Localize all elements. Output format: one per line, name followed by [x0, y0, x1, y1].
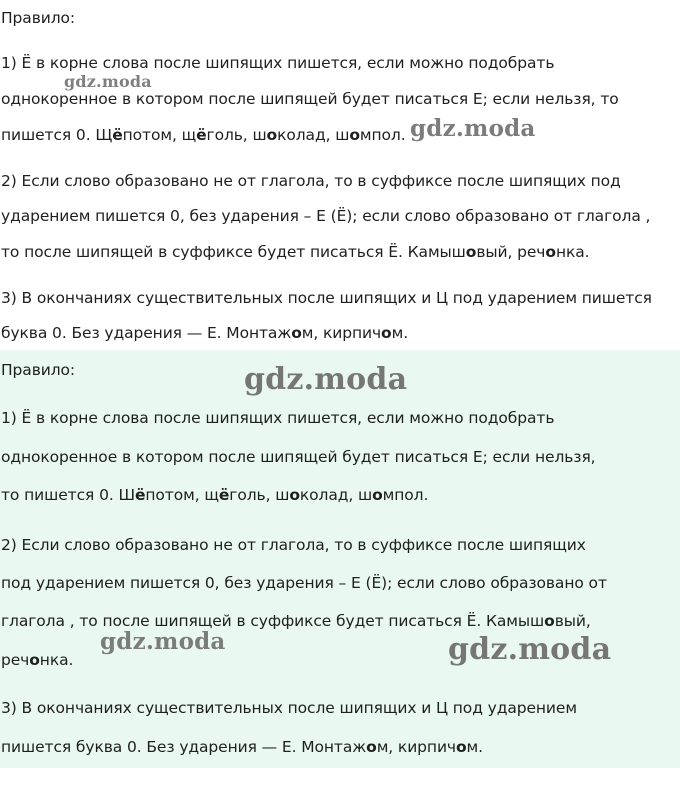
- rule-title: Правило:: [1, 361, 76, 379]
- watermark-logo: gdz.moda: [448, 632, 612, 667]
- rule-3-line-2: пишется буква 0. Без ударения — Е. Монтажом, кирпичом.: [1, 738, 483, 756]
- highlighted-letter: о: [291, 324, 302, 342]
- watermark-logo: gdz.moda: [244, 362, 408, 397]
- highlighted-letter: о: [266, 126, 278, 144]
- rule-2-line-2: ударением пишется 0, без ударения – Е (Ё); если слово образовано от глагола ,: [1, 207, 651, 225]
- rule-2-line-1: 2) Если слово образовано не от глагола, то в суффиксе после шипящих: [1, 536, 586, 554]
- rule-3-line-1: 3) В окончаниях существительных после шипящих и Ц под ударением: [1, 699, 577, 717]
- rule-3-line-2: буква 0. Без ударения — Е. Монтажом, кирпичом.: [1, 324, 409, 342]
- highlighted-letter: о: [289, 486, 300, 504]
- rule-1-line-3: пишется 0. Щёпотом, щёголь, шоколад, шомпол.: [1, 126, 406, 144]
- watermark-logo: gdz.moda: [64, 72, 152, 91]
- highlighted-letter: о: [455, 738, 467, 756]
- rule-2-line-3: то после шипящей в суффиксе будет писаться Ё. Камышовый, речонка.: [1, 243, 590, 261]
- highlighted-letter: ё: [112, 126, 123, 144]
- rule-2-line-3: глагола , то после шипящей в суффиксе будет писаться Ё. Камышовый,: [1, 612, 591, 630]
- rule-title: Правило:: [1, 9, 76, 27]
- rule-2-line-1: 2) Если слово образовано не от глагола, то в суффиксе после шипящих под: [1, 172, 621, 190]
- rule-block-answer: [0, 350, 680, 768]
- watermark-logo: gdz.moda: [100, 628, 226, 655]
- rule-3-line-1: 3) В окончаниях существительных после шипящих и Ц под ударением пишется: [1, 289, 652, 307]
- highlighted-letter: о: [465, 243, 477, 261]
- rule-2-line-2: под ударением пишется 0, без ударения – Е (Ё); если слово образовано от: [1, 574, 607, 592]
- rule-2-line-4: речонка.: [1, 651, 74, 669]
- highlighted-letter: о: [366, 738, 377, 756]
- highlighted-letter: ё: [196, 126, 207, 144]
- rule-1-line-2: однокоренное в котором после шипящей будет писаться Е; если нельзя, то: [1, 90, 619, 108]
- highlighted-letter: ё: [218, 486, 230, 504]
- rule-1-line-1: 1) Ё в корне слова после шипящих пишется, если можно подобрать: [1, 54, 555, 72]
- highlighted-letter: о: [544, 612, 555, 630]
- highlighted-letter: о: [545, 243, 556, 261]
- highlighted-letter: о: [381, 324, 392, 342]
- highlighted-letter: ё: [134, 486, 146, 504]
- watermark-logo: gdz.moda: [410, 115, 536, 142]
- highlighted-letter: о: [29, 651, 40, 669]
- rule-block-original: [0, 0, 680, 350]
- rule-1-line-2: однокоренное в котором после шипящей будет писаться Е; если нельзя,: [1, 448, 596, 466]
- rule-1-line-1: 1) Ё в корне слова после шипящих пишется, если можно подобрать: [1, 409, 555, 427]
- highlighted-letter: о: [372, 486, 383, 504]
- highlighted-letter: о: [349, 126, 360, 144]
- rule-1-line-3: то пишется 0. Шёпотом, щёголь, шоколад, шомпол.: [1, 486, 429, 504]
